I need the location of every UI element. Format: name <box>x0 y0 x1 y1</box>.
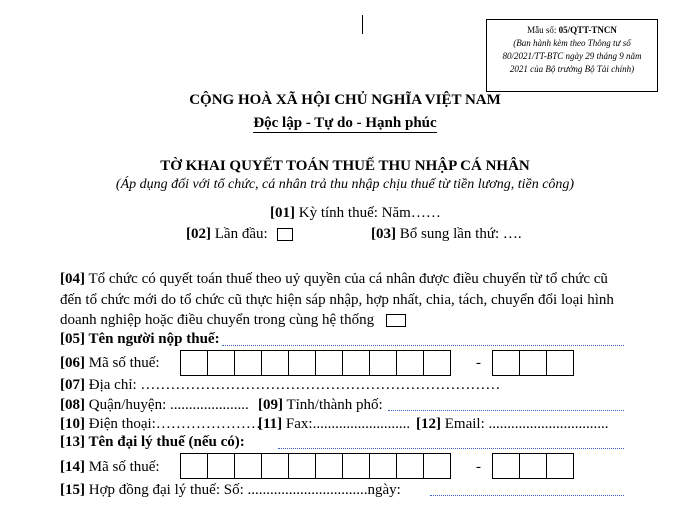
field-01-period: [01] Kỳ tính thuế: Năm…… <box>270 205 441 221</box>
tax-code-cell[interactable] <box>342 350 370 376</box>
tax-code-dash: - <box>476 355 481 371</box>
form-code: Mẫu số: 05/QTT-TNCN <box>527 25 617 35</box>
field-07-address: [07] Địa chỉ: ……………………………………………………………… <box>60 377 501 393</box>
agent-tax-code-branch-cells[interactable] <box>492 453 574 479</box>
field-04-checkbox[interactable] <box>386 314 406 327</box>
tax-code-branch-cells[interactable] <box>492 350 574 376</box>
tax-code-cell[interactable] <box>261 453 289 479</box>
field-05-line[interactable] <box>222 345 624 346</box>
agent-tax-code-cells[interactable] <box>180 453 451 479</box>
tax-code-cell[interactable] <box>396 453 424 479</box>
tax-code-cell[interactable] <box>519 453 547 479</box>
tax-code-cell[interactable] <box>288 350 316 376</box>
field-06-tax-code: [06] Mã số thuế: <box>60 355 160 371</box>
tax-code-cell[interactable] <box>234 350 262 376</box>
country-name: CỘNG HOÀ XÃ HỘI CHỦ NGHĨA VIỆT NAM <box>189 92 501 108</box>
form-code-note-1: (Ban hành kèm theo Thông tư số <box>513 38 631 48</box>
field-02-first-time: [02] Lần đầu: <box>186 226 293 243</box>
form-code-box <box>486 19 658 92</box>
field-04-line-1: [04] Tổ chức có quyết toán thuế theo uỷ quyền của cá nhân được điều chuyển từ tổ chức cũ <box>60 271 608 287</box>
tax-code-cell[interactable] <box>288 453 316 479</box>
text-cursor <box>362 15 363 34</box>
field-03-supplement: [03] Bổ sung lần thứ: …. <box>371 226 522 242</box>
field-11-fax: [11] Fax:.......................... <box>258 416 411 432</box>
tax-code-cell[interactable] <box>180 453 208 479</box>
agent-tax-code-dash: - <box>476 459 481 475</box>
tax-code-cell[interactable] <box>519 350 547 376</box>
field-12-email: [12] Email: ................................ <box>416 416 609 432</box>
tax-code-cell[interactable] <box>315 453 343 479</box>
first-time-checkbox[interactable] <box>277 228 293 241</box>
field-13-tax-agent: [13] Tên đại lý thuế (nếu có): <box>60 434 245 450</box>
field-04-line-3: doanh nghiệp hoặc điều chuyển trong cùng hệ thống <box>60 312 406 329</box>
tax-code-cell[interactable] <box>207 453 235 479</box>
field-05-taxpayer-name: [05] Tên người nộp thuế: <box>60 331 220 347</box>
form-subtitle: (Áp dụng đối với tổ chức, cá nhân trả thu nhập chịu thuế từ tiền lương, tiền công) <box>115 177 575 192</box>
form-code-note-2: 80/2021/TT-BTC ngày 29 tháng 9 năm <box>502 51 642 61</box>
tax-code-cell[interactable] <box>546 350 574 376</box>
tax-code-cell[interactable] <box>492 350 520 376</box>
field-15-agent-contract: [15] Hợp đồng đại lý thuế: Số: ................................ngày: <box>60 482 401 498</box>
form-code-note-3: 2021 của Bộ trưởng Bộ Tài chính) <box>509 64 635 74</box>
tax-code-cell[interactable] <box>396 350 424 376</box>
field-15-line[interactable] <box>430 495 624 496</box>
field-09-province: [09] Tỉnh/thành phố: <box>258 397 383 413</box>
tax-code-cells[interactable] <box>180 350 451 376</box>
tax-code-cell[interactable] <box>423 453 451 479</box>
tax-code-cell[interactable] <box>315 350 343 376</box>
field-10-phone: [10] Điện thoại:………………… <box>60 416 261 432</box>
field-13-line[interactable] <box>278 448 624 449</box>
tax-code-cell[interactable] <box>342 453 370 479</box>
tax-code-cell[interactable] <box>423 350 451 376</box>
tax-code-cell[interactable] <box>234 453 262 479</box>
field-04-line-2: đến tổ chức mới do tổ chức cũ thực hiện sáp nhập, hợp nhất, chia, tách, chuyển đổi loại hình <box>60 292 614 308</box>
national-motto: Độc lập - Tự do - Hạnh phúc <box>253 115 437 131</box>
tax-code-cell[interactable] <box>492 453 520 479</box>
field-14-agent-tax-code: [14] Mã số thuế: <box>60 459 160 475</box>
tax-code-cell[interactable] <box>369 453 397 479</box>
tax-code-cell[interactable] <box>546 453 574 479</box>
form-title: TỜ KHAI QUYẾT TOÁN THUẾ THU NHẬP CÁ NHÂN <box>160 158 530 174</box>
tax-code-cell[interactable] <box>369 350 397 376</box>
tax-code-cell[interactable] <box>180 350 208 376</box>
field-08-district: [08] Quận/huyện: ..................... <box>60 397 249 413</box>
tax-code-cell[interactable] <box>207 350 235 376</box>
tax-code-cell[interactable] <box>261 350 289 376</box>
field-09-line[interactable] <box>388 410 624 411</box>
